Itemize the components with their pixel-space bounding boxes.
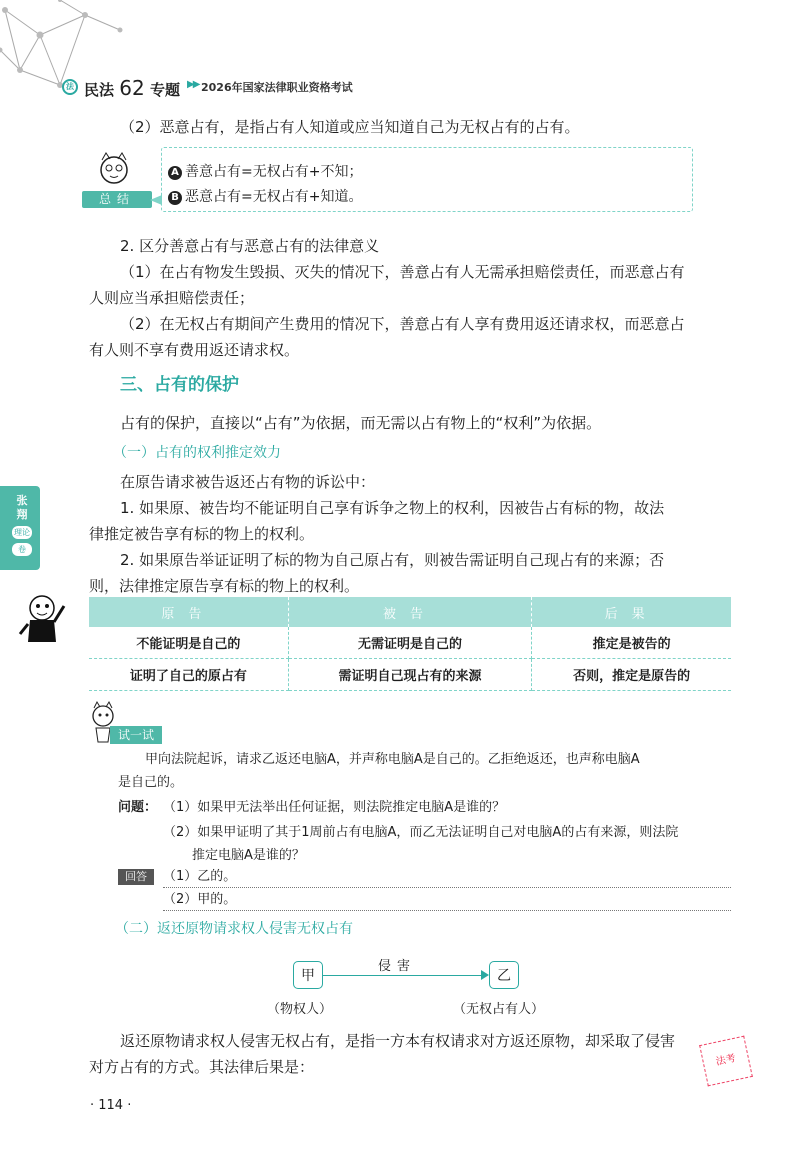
table-cell: 无需证明是自己的	[288, 627, 531, 659]
question-2-line2: 推定电脑A是谁的？	[192, 848, 305, 863]
item1-line1: 1. 如果原、被告均不能证明自己享有诉争之物上的权利，因被告占有标的物，故法	[120, 499, 665, 517]
table-cell: 否则，推定是原告的	[532, 659, 731, 691]
try-it-badge: 试一试	[110, 726, 162, 744]
letter-b-icon: B	[168, 191, 182, 205]
header-arrows-icon: ▶▶	[187, 79, 199, 90]
case-line2: 是自己的。	[118, 775, 184, 790]
table-header-row	[89, 597, 731, 627]
answer-2-dotted-line	[163, 910, 731, 911]
section2-heading: 2. 区分善意占有与恶意占有的法律意义	[120, 237, 380, 255]
question-label: 问题：	[118, 800, 158, 815]
diagram-box-jia: 甲	[293, 961, 323, 989]
answer-1-dotted-line	[163, 887, 731, 888]
section3-intro: 占有的保护，直接以“占有”为依据，而无需以占有物上的“权利”为依据。	[120, 414, 602, 432]
diagram-box-yi: 乙	[489, 961, 519, 989]
section2-p2-line2: 有人则不享有费用返还请求权。	[89, 341, 300, 359]
closing-line1: 返还原物请求权人侵害无权占有，是指一方本有权请求对方返还原物，却采取了侵害	[120, 1032, 676, 1050]
lawsuit-line: 在原告请求被告返还占有物的诉讼中：	[120, 473, 376, 491]
sub2-heading: （二）返还原物请求权人侵害无权占有	[115, 921, 353, 937]
table-row	[89, 627, 731, 659]
header-logo: 法	[62, 79, 78, 95]
table-cell: 推定是被告的	[532, 627, 731, 659]
header-title-prefix: 民法	[84, 81, 115, 99]
section2-p2-line1: （2）在无权占有期间产生费用的情况下，善意占有人享有费用返还请求权，而恶意占	[120, 315, 685, 333]
question-1: （1）如果甲无法举出任何证据，则法院推定电脑A是谁的？	[163, 800, 506, 815]
table-header-consequence: 后果	[532, 597, 731, 627]
section2-p1-line2: 人则应当承担赔偿责任；	[89, 289, 255, 307]
summary-item-a	[168, 161, 362, 181]
mascot-icon	[88, 150, 140, 192]
header-subtitle: 2026年国家法律职业资格考试	[201, 81, 353, 94]
item2-line2: 则，法律推定原告享有标的物上的权利。	[89, 577, 360, 595]
diagram-arrow-line	[323, 975, 483, 976]
stamp-icon: 法考	[699, 1036, 753, 1087]
table-header-plaintiff: 原告	[89, 597, 288, 627]
summary-a-text: 善意占有=无权占有+不知；	[185, 164, 363, 180]
side-tab-name: 张翔	[16, 494, 28, 521]
page-number: · 114 ·	[90, 1098, 132, 1113]
table-header-defendant: 被告	[288, 597, 531, 627]
table-cell: 不能证明是自己的	[89, 627, 288, 659]
letter-a-icon: A	[168, 166, 182, 180]
answer-2: （2）甲的。	[163, 892, 237, 907]
ownership-table	[89, 597, 731, 691]
diagram-left-caption: （物权人）	[267, 1002, 333, 1017]
case-line1: 甲向法院起诉，请求乙返还电脑A，并声称电脑A是自己的。乙拒绝返还，也声称电脑A	[145, 752, 640, 767]
table-cell: 需证明自己现占有的来源	[288, 659, 531, 691]
question-2-line1: （2）如果甲证明了其于1周前占有电脑A，而乙无法证明自己对电脑A的占有来源，则法院	[163, 825, 679, 840]
answer-badge: 回答	[118, 869, 154, 885]
table-cell: 证明了自己的原占有	[89, 659, 288, 691]
header-title-number: 62	[119, 76, 145, 100]
summary-item-b	[168, 186, 362, 206]
diagram-right-caption: （无权占有人）	[453, 1002, 545, 1017]
section2-p1-line1: （1）在占有物发生毁损、灭失的情况下，善意占有人无需承担赔偿责任，而恶意占有	[120, 263, 685, 281]
cartoon-character-icon	[18, 588, 68, 644]
summary-badge: 总结	[82, 191, 152, 208]
side-tab-pill-2: 卷	[12, 543, 32, 556]
section3-heading: 三、占有的保护	[120, 375, 239, 395]
diagram-arrow-label: 侵害	[378, 959, 417, 974]
item1-line2: 律推定被告享有标的物上的权利。	[89, 525, 315, 543]
header-title-suffix: 专题	[149, 81, 180, 99]
closing-line2: 对方占有的方式。其法律后果是：	[89, 1058, 315, 1076]
item2-line1: 2. 如果原告举证证明了标的物为自己原占有，则被告需证明自己现占有的来源；否	[120, 551, 665, 569]
table-row	[89, 659, 731, 691]
side-tab-pill-1: 理论	[14, 528, 30, 537]
arrow-right-icon	[481, 970, 489, 980]
summary-b-text: 恶意占有=无权占有+知道。	[185, 189, 363, 205]
intro-line: （2）恶意占有，是指占有人知道或应当知道自己为无权占有的占有。	[120, 118, 580, 136]
section3-sub1-heading: （一）占有的权利推定效力	[113, 445, 281, 461]
answer-1: （1）乙的。	[163, 869, 237, 884]
header-title	[84, 76, 180, 100]
